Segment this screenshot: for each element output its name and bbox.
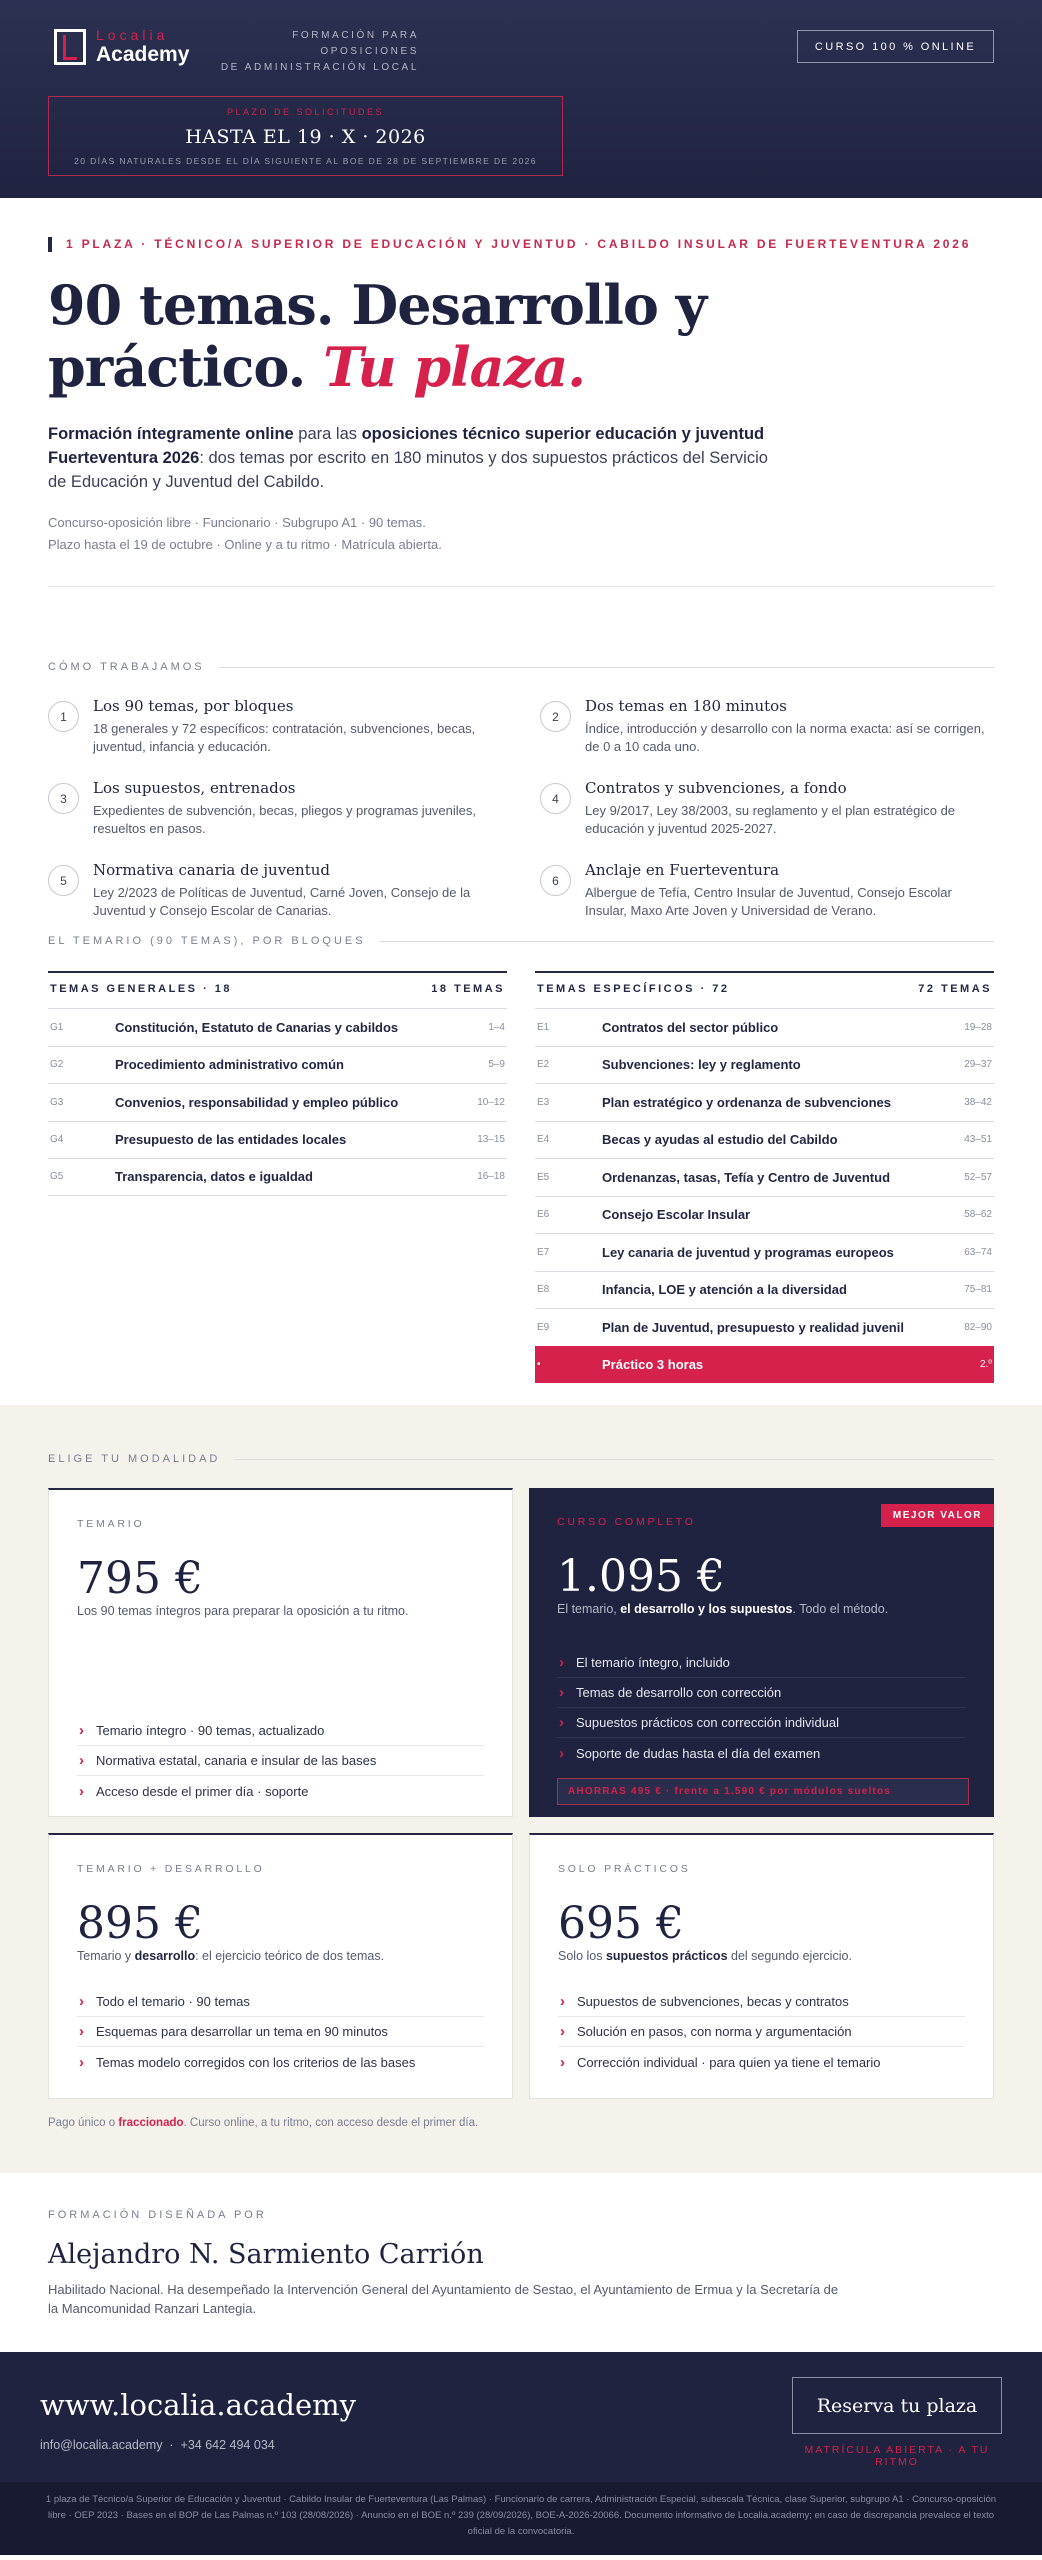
step-number: 5 bbox=[48, 865, 79, 896]
topic-name: Transparencia, datos e igualdad bbox=[115, 1169, 313, 1185]
table-row[interactable] bbox=[535, 1346, 994, 1384]
step-title: Anclaje en Fuerteventura bbox=[585, 861, 780, 879]
topic-code: G2 bbox=[50, 1059, 64, 1071]
plan-desc-text: Temario y bbox=[77, 1949, 135, 1963]
table-count: 18 TEMAS bbox=[431, 983, 505, 995]
topic-range: 19–28 bbox=[964, 1021, 992, 1033]
author-desc: Habilitado Nacional. Ha desempeñado la Intervención General del Ayuntamiento de Sestao, el Ayuntamiento de Ermua y la Secretaría de la Mancomunidad Ranzari Lantegia. bbox=[48, 2282, 839, 2316]
topic-name: Plan estratégico y ordenanza de subvenciones bbox=[602, 1094, 891, 1110]
feature-item: › Temas modelo corregidos con los criterios de las bases bbox=[77, 2047, 484, 2077]
lead-bold-1: Formación íntegramente online bbox=[48, 425, 294, 443]
table-row[interactable] bbox=[535, 1083, 994, 1121]
step-item bbox=[540, 697, 990, 779]
plan-features bbox=[557, 1648, 966, 1768]
plan-features bbox=[77, 1716, 484, 1806]
topic-name: Convenios, responsabilidad y empleo público bbox=[115, 1094, 399, 1110]
plan-label: TEMARIO + DESARROLLO bbox=[77, 1863, 265, 1875]
step-number: 2 bbox=[540, 701, 571, 732]
enrollment-tag: MATRÍCULA ABIERTA · A TU RITMO bbox=[804, 2444, 990, 2468]
topic-code: E4 bbox=[537, 1134, 550, 1146]
hero-meta-line2: Plazo hasta el 19 de octubre · Online y a tu ritmo · Matrícula abierta. bbox=[48, 537, 442, 552]
topic-range: 5–9 bbox=[488, 1059, 505, 1071]
step-item bbox=[540, 779, 990, 861]
deadline-value: HASTA EL 19 · X · 2026 bbox=[185, 126, 426, 148]
specific-topics-table bbox=[535, 971, 994, 1383]
step-desc: Ley 2/2023 de Políticas de Juventud, Carné Joven, Consejo de la Juventud y Consejo Escolar de Canarias. bbox=[93, 885, 471, 918]
step-title: Contratos y subvenciones, a fondo bbox=[585, 779, 847, 797]
step-desc: Índice, introducción y desarrollo con la norma exacta: así se corrigen, de 0 a 10 cada uno. bbox=[585, 721, 985, 754]
table-row[interactable] bbox=[535, 1121, 994, 1159]
table-row[interactable] bbox=[48, 1008, 507, 1046]
topic-code: E2 bbox=[537, 1059, 550, 1071]
topic-name: Infancia, LOE y atención a la diversidad bbox=[602, 1282, 847, 1298]
step-desc: Albergue de Tefía, Centro Insular de Juventud, Consejo Escolar Insular, Maxo Arte Joven y Universidad de Verano. bbox=[585, 885, 952, 918]
table-count: 72 TEMAS bbox=[918, 983, 992, 995]
online-course-badge[interactable]: CURSO 100 % ONLINE bbox=[797, 30, 994, 63]
step-title: Normativa canaria de juventud bbox=[93, 861, 330, 879]
site-link[interactable]: www.localia.academy bbox=[40, 2388, 356, 2422]
topic-range: 16–18 bbox=[477, 1171, 505, 1183]
plan-desc-text: : el ejercicio teórico de dos temas. bbox=[195, 1949, 385, 1963]
plan-desc bbox=[558, 1947, 965, 1965]
topic-range: 52–57 bbox=[964, 1171, 992, 1183]
topic-code: E3 bbox=[537, 1096, 550, 1108]
installments-link[interactable]: fraccionado bbox=[118, 2117, 184, 2129]
feature-item: › Temas de desarrollo con corrección bbox=[557, 1678, 966, 1708]
lead-text-1: para las bbox=[293, 425, 362, 443]
topic-range: 10–12 bbox=[477, 1096, 505, 1108]
contact-info[interactable]: info@localia.academy · +34 642 494 034 bbox=[40, 2438, 275, 2452]
topic-code: G1 bbox=[50, 1021, 64, 1033]
table-row[interactable] bbox=[535, 1008, 994, 1046]
plan-card-temario[interactable] bbox=[48, 1488, 513, 1817]
step-title: Los 90 temas, por bloques bbox=[93, 697, 294, 715]
plan-desc bbox=[557, 1600, 966, 1618]
feature-item: › Todo el temario · 90 temas bbox=[77, 1987, 484, 2017]
plan-desc-text: El temario, bbox=[557, 1602, 621, 1616]
topic-range: 2.º bbox=[980, 1358, 992, 1370]
best-value-badge: MEJOR VALOR bbox=[881, 1504, 994, 1527]
table-title: TEMAS GENERALES · 18 bbox=[50, 983, 233, 995]
plan-desc-bold: el desarrollo y los supuestos bbox=[620, 1602, 793, 1616]
topic-name: Contratos del sector público bbox=[602, 1019, 779, 1035]
plan-price: 795 € bbox=[77, 1553, 203, 1604]
step-desc: Ley 9/2017, Ley 38/2003, su reglamento y el plan estratégico de educación y juventud 2025-2027. bbox=[585, 803, 956, 836]
topic-name: Constitución, Estatuto de Canarias y cabildos bbox=[115, 1019, 399, 1035]
logo-line1: Localia bbox=[96, 27, 169, 43]
plan-features bbox=[77, 1987, 484, 2077]
step-item bbox=[540, 861, 990, 943]
topic-name: Ley canaria de juventud y programas europeos bbox=[602, 1244, 894, 1260]
topic-code: G4 bbox=[50, 1134, 64, 1146]
topic-code: E8 bbox=[537, 1284, 550, 1296]
plan-card-practicos[interactable] bbox=[529, 1833, 994, 2099]
topic-code: E9 bbox=[537, 1321, 550, 1333]
step-number: 1 bbox=[48, 701, 79, 732]
feature-item: › Temario íntegro · 90 temas, actualizado bbox=[77, 1716, 484, 1746]
savings-note: AHORRAS 495 € · frente a 1.590 € por módulos sueltos bbox=[557, 1778, 969, 1805]
page-title-accent: Tu plaza. bbox=[323, 335, 586, 399]
hero-lead bbox=[48, 422, 788, 494]
feature-item: › El temario íntegro, incluido bbox=[557, 1648, 966, 1678]
section-label: FORMACIÓN DISEÑADA POR bbox=[48, 2209, 994, 2221]
section-label: EL TEMARIO (90 TEMAS), POR BLOQUES bbox=[48, 935, 994, 947]
section-label: CÓMO TRABAJAMOS bbox=[48, 661, 994, 673]
steps-grid bbox=[48, 697, 994, 943]
topic-code: E1 bbox=[537, 1021, 550, 1033]
plan-price: 895 € bbox=[77, 1898, 203, 1949]
table-row[interactable] bbox=[535, 1046, 994, 1084]
topic-name: Procedimiento administrativo común bbox=[115, 1057, 344, 1073]
topic-range: 75–81 bbox=[964, 1284, 992, 1296]
table-row[interactable] bbox=[48, 1121, 507, 1159]
feature-item: › Normativa estatal, canaria e insular de las bases bbox=[77, 1746, 484, 1776]
table-row[interactable] bbox=[48, 1083, 507, 1121]
syllabus bbox=[0, 935, 1042, 1383]
table-row[interactable] bbox=[535, 1233, 994, 1271]
step-title: Dos temas en 180 minutos bbox=[585, 697, 787, 715]
topic-code: E6 bbox=[537, 1209, 550, 1221]
header-subtitle bbox=[214, 28, 419, 76]
plan-desc-bold: supuestos prácticos bbox=[605, 1949, 728, 1963]
lead-bold-2: oposiciones técnico superior educación y juventud Fuerteventura 2026 bbox=[48, 425, 765, 467]
topic-code: G3 bbox=[50, 1096, 64, 1108]
table-title: TEMAS ESPECÍFICOS · 72 bbox=[537, 983, 730, 995]
feature-item: › Soporte de dudas hasta el día del examen bbox=[557, 1738, 966, 1768]
section-label: ELIGE TU MODALIDAD bbox=[48, 1453, 994, 1465]
topic-range: 38–42 bbox=[964, 1096, 992, 1108]
topic-range: 29–37 bbox=[964, 1059, 992, 1071]
step-item bbox=[48, 697, 540, 779]
plan-desc-bold: desarrollo bbox=[134, 1949, 196, 1963]
header-subtitle-line2: DE ADMINISTRACIÓN LOCAL bbox=[220, 62, 419, 73]
topic-range: 43–51 bbox=[964, 1134, 992, 1146]
logo-line2: Academy bbox=[96, 43, 190, 66]
table-row[interactable] bbox=[535, 1158, 994, 1196]
logo[interactable] bbox=[54, 28, 189, 66]
hero-kicker: 1 PLAZA · TÉCNICO/A SUPERIOR DE EDUCACIÓN Y JUVENTUD · CABILDO INSULAR DE FUERTEVENTURA 2026 bbox=[48, 237, 994, 252]
general-topics-table bbox=[48, 971, 507, 1383]
step-number: 3 bbox=[48, 783, 79, 814]
legal-note: 1 plaza de Técnico/a Superior de Educación y Juventud · Cabildo Insular de Fuerteventura (Las Palmas) · Funcionario de carrera, Administración Especial, subescala Técnica, clase Superior, subgrupo A1 · Concurso-oposición libre · OEP 2023 · Bases en el BOP de Las Palmas n.º 103 (28/08/2026) · Anuncio en el BOE n.º 239 (28/09/2026), BOE-A-2026-20066. Documento informativo de Localia.academy; en caso de discrepancia prevalece el texto oficial de la convocatoria. bbox=[0, 2482, 1042, 2555]
topic-name: Práctico 3 horas bbox=[602, 1356, 704, 1372]
plan-desc-text: Solo los bbox=[558, 1949, 606, 1963]
topic-range: 82–90 bbox=[964, 1321, 992, 1333]
plan-label: TEMARIO bbox=[77, 1518, 145, 1530]
topic-name: Consejo Escolar Insular bbox=[602, 1207, 751, 1223]
step-item bbox=[48, 861, 540, 943]
step-number: 6 bbox=[540, 865, 571, 896]
plan-desc bbox=[77, 1947, 484, 1965]
plan-features bbox=[558, 1987, 965, 2077]
topic-range: 63–74 bbox=[964, 1246, 992, 1258]
topic-code: • bbox=[537, 1358, 541, 1370]
footer bbox=[0, 2352, 1042, 2482]
pricing bbox=[0, 1405, 1042, 2173]
table-row[interactable] bbox=[535, 1308, 994, 1346]
topic-name: Ordenanzas, tasas, Tefía y Centro de Juventud bbox=[602, 1169, 891, 1185]
page-title bbox=[48, 274, 948, 398]
plan-card-desarrollo[interactable] bbox=[48, 1833, 513, 2099]
topic-code: E5 bbox=[537, 1171, 550, 1183]
feature-item: › Supuestos de subvenciones, becas y contratos bbox=[558, 1987, 965, 2017]
lead-text-2: : dos temas por escrito en 180 minutos y dos supuestos prácticos del Servicio de Educación y Juventud del Cabildo. bbox=[48, 449, 768, 491]
table-header bbox=[535, 971, 994, 1008]
step-item bbox=[48, 779, 540, 861]
author-name: Alejandro N. Sarmiento Carrión bbox=[48, 2239, 484, 2270]
hero bbox=[0, 237, 1042, 587]
topic-name: Presupuesto de las entidades locales bbox=[115, 1132, 347, 1148]
plan-label: SOLO PRÁCTICOS bbox=[558, 1863, 691, 1875]
table-row[interactable] bbox=[48, 1158, 507, 1196]
feature-item: › Acceso desde el primer día · soporte bbox=[77, 1776, 484, 1806]
hero-meta bbox=[48, 512, 994, 556]
topic-name: Subvenciones: ley y reglamento bbox=[602, 1057, 801, 1073]
topic-code: G5 bbox=[50, 1171, 64, 1183]
topic-name: Plan de Juventud, presupuesto y realidad juvenil bbox=[602, 1319, 904, 1335]
topic-range: 13–15 bbox=[477, 1134, 505, 1146]
plan-price: 1.095 € bbox=[557, 1551, 725, 1602]
reserve-button[interactable]: Reserva tu plaza bbox=[792, 2377, 1002, 2434]
table-row[interactable] bbox=[535, 1271, 994, 1309]
plan-label: CURSO COMPLETO bbox=[557, 1516, 696, 1528]
topic-range: 58–62 bbox=[964, 1209, 992, 1221]
feature-item: › Solución en pasos, con norma y argumentación bbox=[558, 2017, 965, 2047]
deadline-box bbox=[48, 96, 563, 176]
feature-item: › Esquemas para desarrollar un tema en 90 minutos bbox=[77, 2017, 484, 2047]
author bbox=[0, 2173, 1042, 2352]
table-row[interactable] bbox=[48, 1046, 507, 1084]
logo-mark-icon bbox=[54, 29, 86, 65]
plan-card-completo[interactable] bbox=[529, 1488, 994, 1817]
header-subtitle-line1: FORMACIÓN PARA OPOSICIONES bbox=[292, 30, 419, 57]
deadline-label: PLAZO DE SOLICITUDES bbox=[226, 107, 385, 117]
plan-desc-text: . Todo el método. bbox=[792, 1602, 889, 1616]
hero-meta-line1: Concurso-oposición libre · Funcionario · Subgrupo A1 · 90 temas. bbox=[48, 515, 426, 530]
how-we-work bbox=[0, 661, 1042, 943]
step-number: 4 bbox=[540, 783, 571, 814]
topic-range: 1–4 bbox=[488, 1021, 505, 1033]
topic-code: E7 bbox=[537, 1246, 550, 1258]
page-title-main: 90 temas. Desarrollo y práctico. bbox=[48, 273, 707, 399]
step-desc: Expedientes de subvención, becas, pliegos y programas juveniles, resueltos en pasos. bbox=[93, 803, 477, 836]
site-header bbox=[0, 0, 1042, 198]
payment-note bbox=[48, 2117, 994, 2129]
plan-desc: Los 90 temas íntegros para preparar la oposición a tu ritmo. bbox=[77, 1604, 409, 1618]
feature-item: › Corrección individual · para quien ya tiene el temario bbox=[558, 2047, 965, 2077]
step-title: Los supuestos, entrenados bbox=[93, 779, 296, 797]
topic-name: Becas y ayudas al estudio del Cabildo bbox=[602, 1132, 838, 1148]
plan-desc-text: del segundo ejercicio. bbox=[727, 1949, 852, 1963]
feature-item: › Supuestos prácticos con corrección individual bbox=[557, 1708, 966, 1738]
payment-note-text: Pago único o bbox=[48, 2117, 119, 2129]
divider bbox=[48, 586, 994, 587]
plan-price: 695 € bbox=[558, 1898, 684, 1949]
table-header bbox=[48, 971, 507, 1008]
deadline-note: 20 DÍAS NATURALES DESDE EL DÍA SIGUIENTE AL BOE DE 28 DE SEPTIEMBRE DE 2026 bbox=[74, 156, 537, 166]
payment-note-text: . Curso online, a tu ritmo, con acceso desde el primer día. bbox=[183, 2117, 479, 2129]
table-row[interactable] bbox=[535, 1196, 994, 1234]
step-desc: 18 generales y 72 específicos: contratación, subvenciones, becas, juventud, infancia y educación. bbox=[93, 721, 476, 754]
